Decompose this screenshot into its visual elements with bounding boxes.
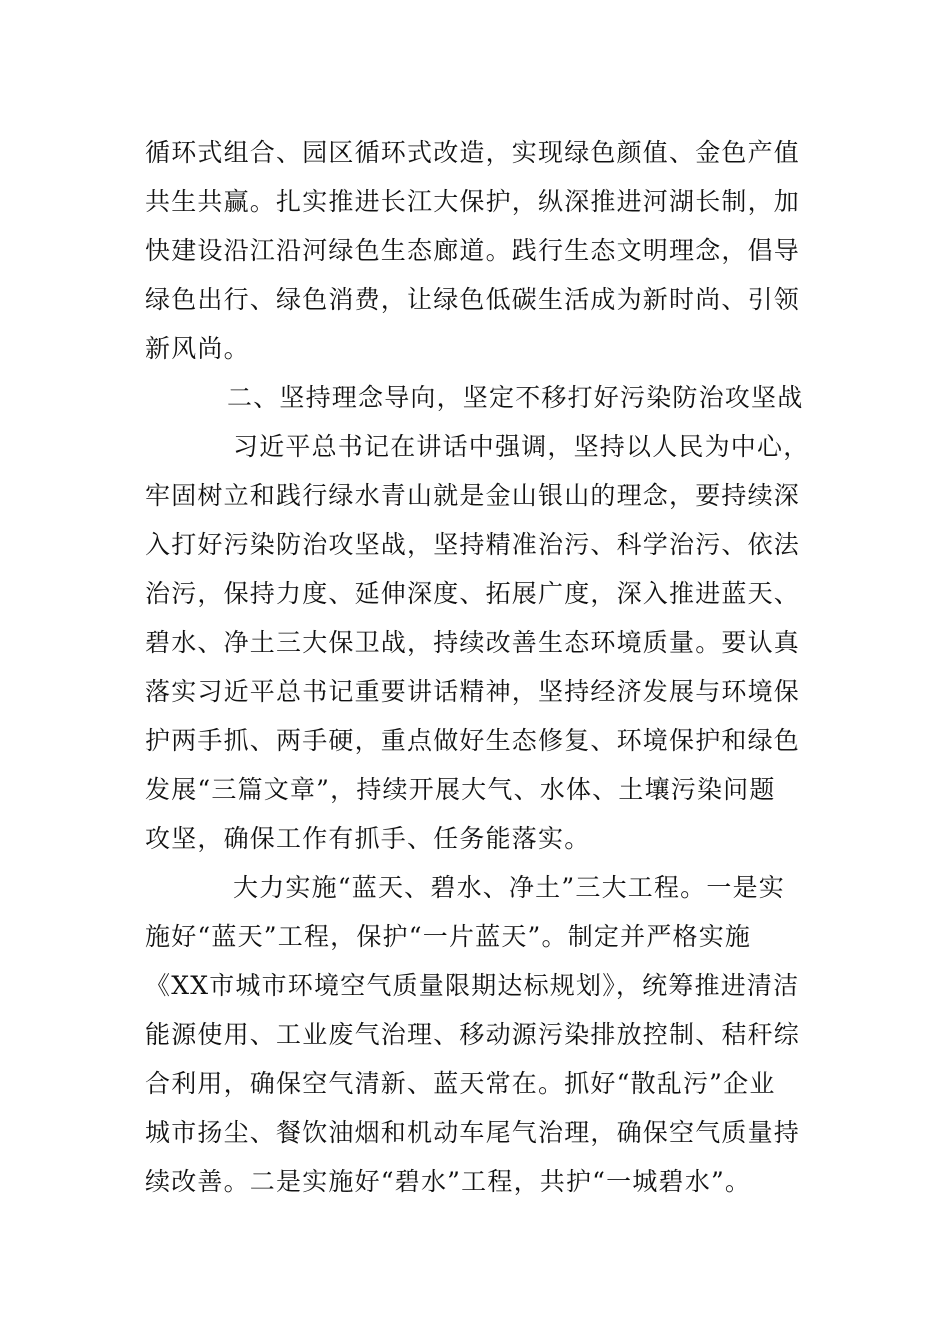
text-line: 习近平总书记在讲话中强调，坚持以人民为中心，: [233, 432, 810, 461]
text-line: 共生共赢。扎实推进长江大保护，纵深推进河湖长制，加: [145, 187, 801, 216]
paragraph-2: [145, 422, 815, 863]
text-line: 循环式组合、园区循环式改造，实现绿色颜值、金色产值: [145, 138, 801, 167]
text-line: 治污，保持力度、延伸深度、拓展广度，深入推进蓝天、: [145, 579, 801, 608]
text-line: 施好“蓝天”工程，保护“一片蓝天”。制定并严格实施: [145, 922, 752, 951]
text-line: 攻坚，确保工作有抓手、任务能落实。: [145, 824, 591, 853]
text-line: 能源使用、工业废气治理、移动源污染排放控制、秸秆综: [145, 1020, 801, 1049]
text-line: 城市扬尘、餐饮油烟和机动车尾气治理，确保空气质量持: [145, 1118, 801, 1147]
text-line: 发展“三篇文章”，持续开展大气、水体、土壤污染问题: [145, 775, 776, 804]
section-heading: 二、坚持理念导向，坚定不移打好污染防治攻坚战: [227, 383, 804, 412]
paragraph-3: [145, 863, 815, 1206]
text-line: 牢固树立和践行绿水青山就是金山银山的理念，要持续深: [145, 481, 801, 510]
document-body: [145, 128, 815, 1206]
text-line: 新风尚。: [145, 334, 250, 363]
paragraph-1: [145, 128, 815, 373]
text-line: 大力实施“蓝天、碧水、净土”三大工程。一是实: [233, 873, 785, 902]
text-line: 合利用，确保空气清新、蓝天常在。抓好“散乱污”企业: [145, 1069, 776, 1098]
text-line: 碧水、净土三大保卫战，持续改善生态环境质量。要认真: [145, 628, 801, 657]
text-line: 落实习近平总书记重要讲话精神，坚持经济发展与环境保: [145, 677, 801, 706]
text-line: 护两手抓、两手硬，重点做好生态修复、环境保护和绿色: [145, 726, 801, 755]
text-line: 入打好污染防治攻坚战，坚持精准治污、科学治污、依法: [145, 530, 801, 559]
text-line: 绿色出行、绿色消费，让绿色低碳生活成为新时尚、引领: [145, 285, 801, 314]
text-line: 快建设沿江沿河绿色生态廊道。践行生态文明理念，倡导: [145, 236, 801, 265]
text-line: 《XX市城市环境空气质量限期达标规划》，统筹推进清洁: [145, 971, 800, 1000]
text-line: 续改善。二是实施好“碧水”工程，共护“一城碧水”。: [145, 1167, 752, 1196]
